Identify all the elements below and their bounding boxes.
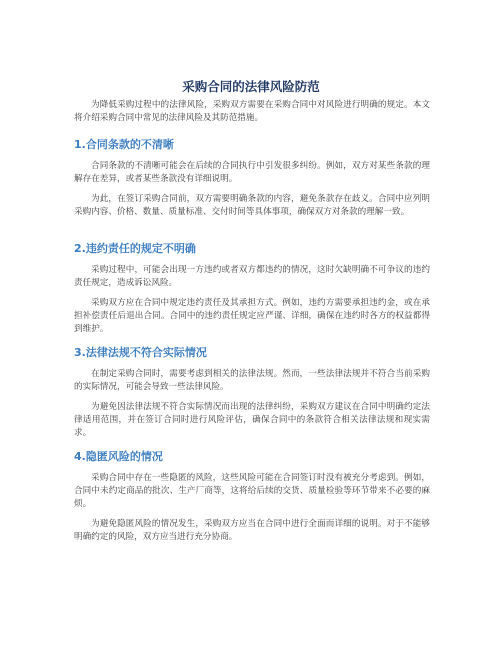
section-2-heading: 2.违约责任的规定不明确 <box>74 242 196 255</box>
section-4-paragraph-1: 采购合同中存在一些隐匿的风险，这些风险可能在合同签订时没有被充分考虑到。例如，合同中未约定商品的批次、生产厂商等，这将给后续的交货、质量检验等环节带来不必要的麻烦。 <box>74 473 430 510</box>
section-3-paragraph-2: 为避免因法律法规不符合实际情况而出现的法律纠纷，采购双方建议在合同中明确约定法律适用范围，并在签订合同时进行风险评估，确保合同中的条款符合相关法律法规和现实需求。 <box>74 402 430 439</box>
section-2-paragraph-2: 采购双方应在合同中规定违约责任及其承担方式。例如，违约方需要承担违约金，或在承担补偿责任后退出合同。合同中的违约责任规定应严谨、详细，确保在违约时各方的权益都得到维护。 <box>74 298 430 335</box>
section-4-paragraph-2: 为避免隐匿风险的情况发生，采购双方应当在合同中进行全面而详细的说明。对于不能够明确约定的风险，双方应当进行充分协商。 <box>74 519 430 543</box>
intro-paragraph: 为降低采购过程中的法律风险，采购双方需要在采购合同中对风险进行明确的规定。本文将介绍采购合同中常见的法律风险及其防范措施。 <box>74 100 430 124</box>
section-3-heading: 3.法律法规不符合实际情况 <box>74 346 207 359</box>
section-4-heading: 4.隐匿风险的情况 <box>74 450 163 463</box>
section-1-paragraph-2: 为此，在签订采购合同前，双方需要明确条款的内容，避免条款存在歧义。合同中应列明采购内容、价格、数量、质量标准、交付时间等具体事项，确保双方对条款的理解一致。 <box>74 194 430 218</box>
document-title: 采购合同的法律风险防范 <box>182 79 320 94</box>
section-3-paragraph-1: 在制定采购合同时，需要考虑到相关的法律法规。然而，一些法律法规并不符合当前采购的实际情况，可能会导致一些法律风险。 <box>74 369 430 393</box>
section-1-heading: 1.合同条款的不清晰 <box>74 138 174 151</box>
section-2-paragraph-1: 采购过程中，可能会出现一方违约或者双方都违约的情况，这时欠缺明确不可争议的违约责任规定，造成诉讼风险。 <box>74 265 430 289</box>
section-1-paragraph-1: 合同条款的不清晰可能会在后续的合同执行中引发很多纠纷。例如，双方对某些条款的理解存在差异，或者某些条款没有详细说明。 <box>74 161 430 185</box>
